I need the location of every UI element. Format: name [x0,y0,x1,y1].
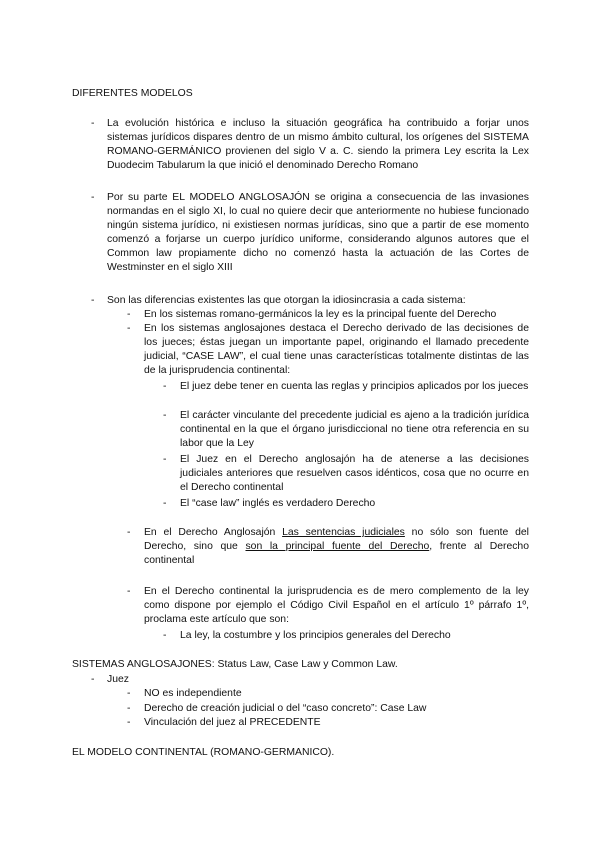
bullet-dash: - [91,295,95,306]
paragraph-text: El carácter vinculante del precedente judicial es ajeno a la tradición jurídica continental en la que el órgano jurisdiccional no tiene otra referencia en su labor que la Ley [180,410,529,449]
bullet-dash: - [127,717,131,728]
subbullet-derecho-anglosajon-sentencias [127,526,529,568]
text-run: , frente al Derecho continental [144,541,529,566]
bullet-dash: - [91,118,95,129]
bullet-dash: - [127,323,131,334]
paragraph-text: Juez [107,674,129,685]
subsubbullet-caracter-vinculante [163,409,529,451]
paragraph-text: La ley, la costumbre y los principios generales del Derecho [180,630,451,641]
bullet-dash: - [163,381,167,392]
subbullet-anglosajones [127,322,529,378]
bullet-dash: - [127,688,131,699]
underlined-text: son la principal fuente del Derecho [245,541,430,552]
paragraph-text: El juez debe tener en cuenta las reglas y principios aplicados por los jueces [180,381,529,392]
text-run: En el Derecho Anglosajón [144,527,283,538]
bullet-dash: - [91,674,95,685]
paragraph-text: El “case law” inglés es verdadero Derecho [180,498,376,509]
subbullet-derecho-continental [127,585,529,627]
paragraph-text: Son las diferencias existentes las que otorgan la idiosincrasia a cada sistema: [107,295,466,306]
bullet-dash: - [91,192,95,203]
paragraph-text: En los sistemas romano-germánicos la ley es la principal fuente del Derecho [144,309,497,320]
subsubbullet-juez-reglas [163,380,529,394]
subsubbullet-fuentes [163,629,529,643]
paragraph-text: NO es independiente [144,688,242,699]
paragraph-text: El Juez en el Derecho anglosajón ha de atenerse a las decisiones judiciales anteriores que resuelven casos idénticos, cosa que no ocurre en el Derecho continental [180,454,529,493]
subsubbullet-case-law [163,497,529,511]
subbullet-vinculacion [127,716,529,730]
paragraph-text: Vinculación del juez al PRECEDENTE [144,717,321,728]
bullet-dash: - [127,309,131,320]
section-title-modelo-continental: EL MODELO CONTINENTAL (ROMANO-GERMANICO). [72,747,335,758]
paragraph-text: La evolución histórica e incluso la situación geográfica ha contribuido a forjar unos sistemas jurídicos dispares dentro de un mismo ámbito cultural, los orígenes del SISTEMA ROMANO-GERMÁNICO provienen del siglo V a. C. siendo la primera Ley escrita la Lex Duodecim Tabularum la que inició el denominado Derecho Romano [107,118,529,171]
bullet-dash: - [163,630,167,641]
subbullet-romano-germanicos [127,308,529,322]
subbullet-no-independiente [127,687,529,701]
paragraph-text: En los sistemas anglosajones destaca el Derecho derivado de las decisiones de los jueces; éstas juegan un importante papel, originando el llamado precedente judicial, “CASE LAW”, el cual tiene unas características totalmente distintas de las de la jurisprudencia continental: [144,323,529,376]
bullet-diferencias [91,294,529,308]
bullet-juez [91,673,529,687]
text-run: no sólo son fuente del Derecho, sino que [144,527,529,552]
bullet-dash: - [127,527,131,538]
paragraph-text [144,526,529,568]
underlined-text: Las sentencias judiciales [282,527,405,538]
bullet-modelo-anglosajon [91,191,529,275]
section-title-diferentes-modelos: DIFERENTES MODELOS [72,88,193,99]
section-title-sistemas-anglosajones: SISTEMAS ANGLOSAJONES: Status Law, Case Law y Common Law. [72,659,398,670]
bullet-evolucion-historica [91,117,529,173]
subbullet-creacion-judicial [127,702,529,716]
bullet-dash: - [163,410,167,421]
paragraph-text: Derecho de creación judicial o del “caso concreto”: Case Law [144,703,427,714]
subsubbullet-juez-anglosajon [163,453,529,495]
paragraph-text: Por su parte EL MODELO ANGLOSAJÓN se origina a consecuencia de las invasiones normandas en el siglo XI, lo cual no quiere decir que anteriormente no hubiese funcionado ningún sistema jurídico, ni existiesen normas jurídicas, sino que a partir de ese momento comenzó a forjarse un cuerpo jurídico uniforme, considerando algunos autores que el Common law propiamente dicho no comenzó hasta la actuación de las Cortes de Westminster en el siglo XIII [107,192,529,273]
paragraph-text: En el Derecho continental la jurisprudencia es de mero complemento de la ley como dispone por ejemplo el Código Civil Español en el artículo 1º párrafo 1º, proclama este artículo que son: [144,586,529,625]
bullet-dash: - [127,586,131,597]
bullet-dash: - [163,498,167,509]
bullet-dash: - [163,454,167,465]
bullet-dash: - [127,703,131,714]
